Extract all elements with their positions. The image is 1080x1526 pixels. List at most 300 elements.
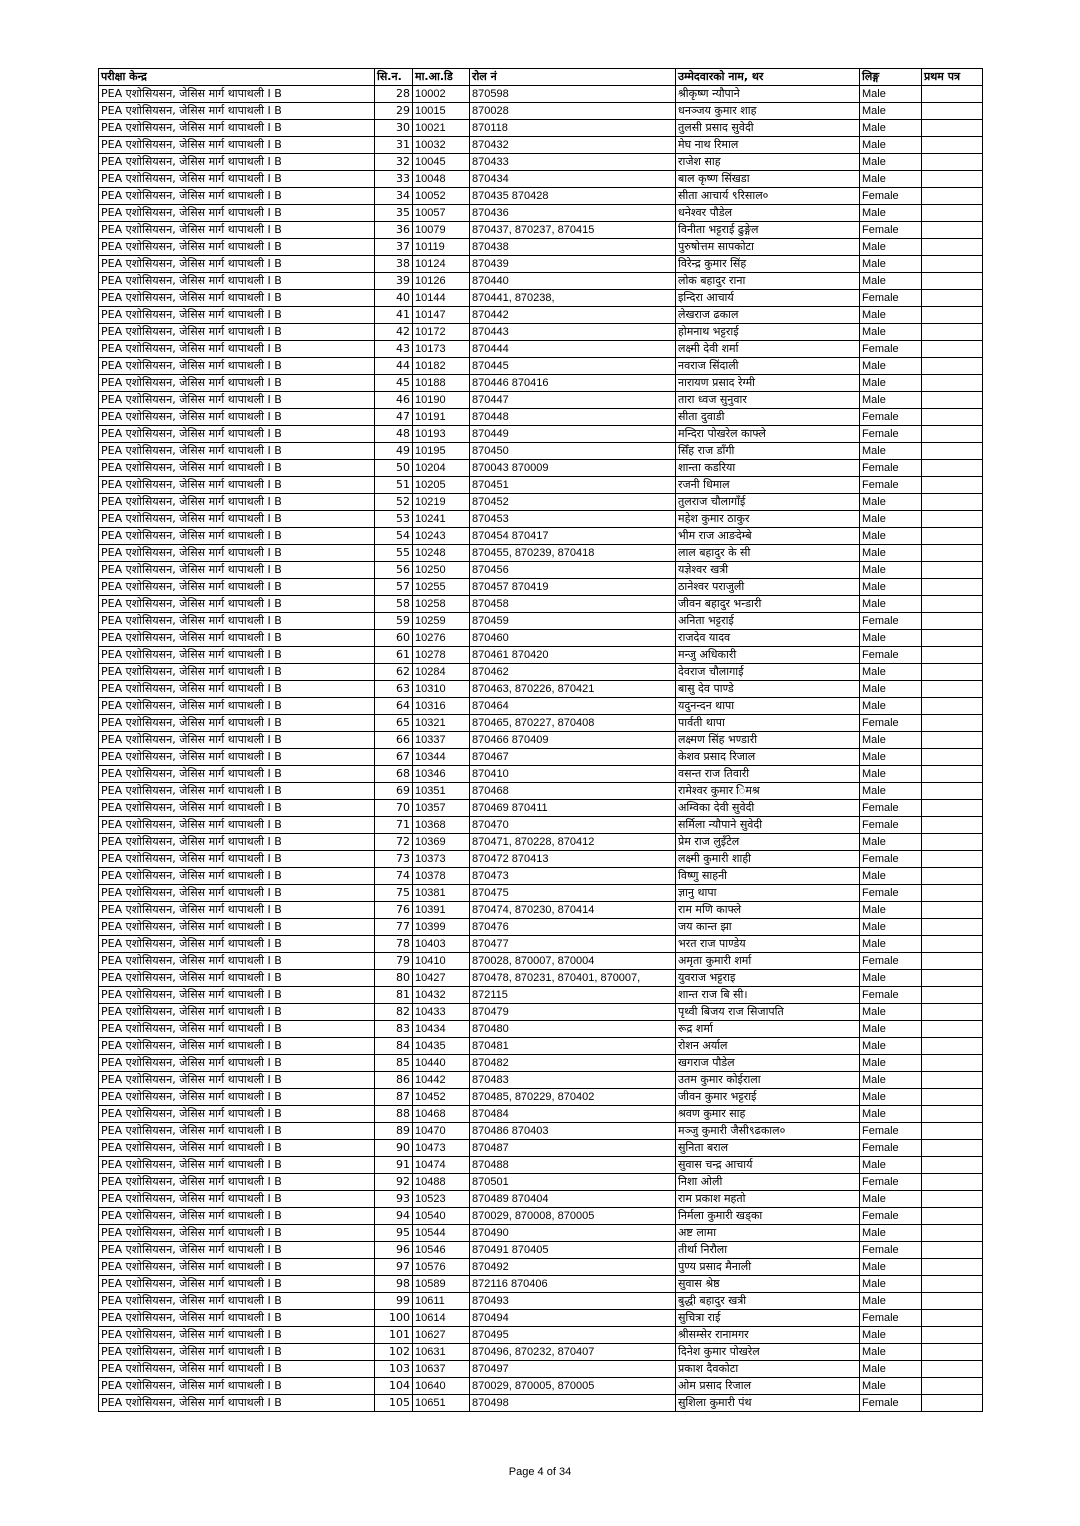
cell-candidate-name: देवराज चौलागाई <box>676 664 860 681</box>
cell-gender: Male <box>860 1157 922 1174</box>
cell-id: 10378 <box>413 868 470 885</box>
cell-exam-center: PEA एशोसियसन, जेसिस मार्ग थापाथली I B <box>99 375 375 392</box>
cell-roll-no: 870444 <box>470 341 676 358</box>
cell-candidate-name: तुलराज चौलागाँई <box>676 494 860 511</box>
cell-serial-no: 58 <box>375 596 413 613</box>
cell-id: 10032 <box>413 137 470 154</box>
table-row <box>99 1327 983 1344</box>
cell-roll-no: 870475 <box>470 885 676 902</box>
cell-roll-no: 870460 <box>470 630 676 647</box>
cell-exam-center: PEA एशोसियसन, जेसिस मार्ग थापाथली I B <box>99 154 375 171</box>
cell-gender: Male <box>860 868 922 885</box>
cell-serial-no: 33 <box>375 171 413 188</box>
cell-serial-no: 65 <box>375 715 413 732</box>
cell-serial-no: 59 <box>375 613 413 630</box>
cell-candidate-name: बाल कृष्ण सिंखडा <box>676 171 860 188</box>
cell-id: 10255 <box>413 579 470 596</box>
cell-serial-no: 86 <box>375 1072 413 1089</box>
cell-candidate-name: शान्त राज बि सी। <box>676 987 860 1004</box>
cell-serial-no: 81 <box>375 987 413 1004</box>
cell-first-paper <box>922 1055 983 1072</box>
cell-candidate-name: लेखराज ढकाल <box>676 307 860 324</box>
cell-exam-center: PEA एशोसियसन, जेसिस मार्ग थापाथली I B <box>99 426 375 443</box>
cell-exam-center: PEA एशोसियसन, जेसिस मार्ग थापाथली I B <box>99 562 375 579</box>
cell-roll-no: 870437, 870237, 870415 <box>470 222 676 239</box>
cell-exam-center: PEA एशोसियसन, जेसिस मार्ग थापाथली I B <box>99 222 375 239</box>
cell-serial-no: 99 <box>375 1293 413 1310</box>
cell-candidate-name: श्रीसम्सेर रानामगर <box>676 1327 860 1344</box>
table-row <box>99 137 983 154</box>
cell-exam-center: PEA एशोसियसन, जेसिस मार्ग थापाथली I B <box>99 834 375 851</box>
cell-roll-no: 870433 <box>470 154 676 171</box>
cell-first-paper <box>922 1038 983 1055</box>
cell-first-paper <box>922 647 983 664</box>
cell-id: 10172 <box>413 324 470 341</box>
cell-id: 10651 <box>413 1395 470 1412</box>
cell-id: 10321 <box>413 715 470 732</box>
cell-exam-center: PEA एशोसियसन, जेसिस मार्ग थापाथली I B <box>99 1344 375 1361</box>
cell-roll-no: 870493 <box>470 1293 676 1310</box>
cell-candidate-name: सीता आचार्य ९रिसाल० <box>676 188 860 205</box>
cell-roll-no: 870481 <box>470 1038 676 1055</box>
cell-candidate-name: जीवन कुमार भट्टराई <box>676 1089 860 1106</box>
cell-exam-center: PEA एशोसियसन, जेसिस मार्ग थापाथली I B <box>99 358 375 375</box>
cell-gender: Male <box>860 1089 922 1106</box>
cell-serial-no: 97 <box>375 1259 413 1276</box>
table-row <box>99 885 983 902</box>
cell-id: 10391 <box>413 902 470 919</box>
cell-first-paper <box>922 1310 983 1327</box>
table-row <box>99 562 983 579</box>
cell-id: 10351 <box>413 783 470 800</box>
cell-id: 10204 <box>413 460 470 477</box>
cell-gender: Male <box>860 375 922 392</box>
cell-first-paper <box>922 613 983 630</box>
cell-id: 10433 <box>413 1004 470 1021</box>
cell-serial-no: 76 <box>375 902 413 919</box>
cell-exam-center: PEA एशोसियसन, जेसिस मार्ग थापाथली I B <box>99 1055 375 1072</box>
cell-id: 10079 <box>413 222 470 239</box>
cell-roll-no: 870496, 870232, 870407 <box>470 1344 676 1361</box>
cell-first-paper <box>922 256 983 273</box>
cell-gender: Male <box>860 1276 922 1293</box>
cell-roll-no: 870497 <box>470 1361 676 1378</box>
cell-roll-no: 870482 <box>470 1055 676 1072</box>
cell-candidate-name: श्रवण कुमार साह <box>676 1106 860 1123</box>
cell-id: 10546 <box>413 1242 470 1259</box>
cell-id: 10052 <box>413 188 470 205</box>
table-row <box>99 919 983 936</box>
cell-roll-no: 870029, 870005, 870005 <box>470 1378 676 1395</box>
table-row <box>99 341 983 358</box>
cell-serial-no: 60 <box>375 630 413 647</box>
cell-candidate-name: सर्मिला न्यौपाने सुवेदी <box>676 817 860 834</box>
cell-candidate-name: जीवन बहादुर भन्डारी <box>676 596 860 613</box>
cell-first-paper <box>922 1089 983 1106</box>
cell-serial-no: 102 <box>375 1344 413 1361</box>
cell-serial-no: 82 <box>375 1004 413 1021</box>
table-row <box>99 1225 983 1242</box>
cell-serial-no: 67 <box>375 749 413 766</box>
cell-first-paper <box>922 1021 983 1038</box>
table-row <box>99 1208 983 1225</box>
table-row <box>99 1293 983 1310</box>
table-row <box>99 358 983 375</box>
table-row <box>99 1242 983 1259</box>
cell-gender: Female <box>860 222 922 239</box>
cell-candidate-name: मन्दिरा पोखरेल काफ्ले <box>676 426 860 443</box>
cell-exam-center: PEA एशोसियसन, जेसिस मार्ग थापाथली I B <box>99 1140 375 1157</box>
table-row <box>99 783 983 800</box>
cell-serial-no: 75 <box>375 885 413 902</box>
cell-serial-no: 53 <box>375 511 413 528</box>
table-row <box>99 222 983 239</box>
cell-id: 10474 <box>413 1157 470 1174</box>
header-serial-no: सि.न. <box>375 69 413 86</box>
cell-gender: Male <box>860 936 922 953</box>
cell-serial-no: 79 <box>375 953 413 970</box>
cell-first-paper <box>922 970 983 987</box>
cell-gender: Male <box>860 919 922 936</box>
table-row <box>99 1140 983 1157</box>
cell-gender: Female <box>860 341 922 358</box>
cell-id: 10278 <box>413 647 470 664</box>
cell-roll-no: 870445 <box>470 358 676 375</box>
cell-exam-center: PEA एशोसियसन, जेसिस मार्ग थापाथली I B <box>99 1242 375 1259</box>
cell-exam-center: PEA एशोसियसन, जेसिस मार्ग थापाथली I B <box>99 1395 375 1412</box>
cell-first-paper <box>922 987 983 1004</box>
cell-roll-no: 870483 <box>470 1072 676 1089</box>
cell-first-paper <box>922 324 983 341</box>
cell-exam-center: PEA एशोसियसन, जेसिस मार्ग थापाथली I B <box>99 1225 375 1242</box>
cell-roll-no: 870456 <box>470 562 676 579</box>
cell-id: 10488 <box>413 1174 470 1191</box>
cell-serial-no: 77 <box>375 919 413 936</box>
cell-candidate-name: रूद्र शर्मा <box>676 1021 860 1038</box>
table-row <box>99 1038 983 1055</box>
cell-first-paper <box>922 545 983 562</box>
table-row <box>99 1395 983 1412</box>
cell-id: 10614 <box>413 1310 470 1327</box>
cell-first-paper <box>922 817 983 834</box>
cell-serial-no: 38 <box>375 256 413 273</box>
cell-candidate-name: पार्वती थापा <box>676 715 860 732</box>
cell-id: 10144 <box>413 290 470 307</box>
cell-roll-no: 870440 <box>470 273 676 290</box>
page-footer: Page 4 of 34 <box>508 1466 572 1478</box>
cell-roll-no: 870464 <box>470 698 676 715</box>
cell-serial-no: 93 <box>375 1191 413 1208</box>
cell-serial-no: 35 <box>375 205 413 222</box>
cell-candidate-name: सुशिला कुमारी पंथ <box>676 1395 860 1412</box>
cell-serial-no: 78 <box>375 936 413 953</box>
cell-roll-no: 870598 <box>470 86 676 103</box>
cell-candidate-name: जय कान्त झा <box>676 919 860 936</box>
cell-candidate-name: अमृता कुमारी शर्मा <box>676 953 860 970</box>
cell-first-paper <box>922 579 983 596</box>
cell-first-paper <box>922 341 983 358</box>
table-row <box>99 647 983 664</box>
cell-exam-center: PEA एशोसियसन, जेसिस मार्ग थापाथली I B <box>99 596 375 613</box>
cell-exam-center: PEA एशोसियसन, जेसिस मार्ग थापाथली I B <box>99 579 375 596</box>
cell-id: 10369 <box>413 834 470 851</box>
cell-roll-no: 870439 <box>470 256 676 273</box>
cell-candidate-name: लक्ष्मी देवी शर्मा <box>676 341 860 358</box>
cell-gender: Female <box>860 1174 922 1191</box>
cell-gender: Male <box>860 749 922 766</box>
cell-id: 10640 <box>413 1378 470 1395</box>
cell-id: 10048 <box>413 171 470 188</box>
cell-serial-no: 44 <box>375 358 413 375</box>
cell-id: 10337 <box>413 732 470 749</box>
cell-serial-no: 56 <box>375 562 413 579</box>
cell-gender: Male <box>860 970 922 987</box>
table-row <box>99 494 983 511</box>
cell-exam-center: PEA एशोसियसन, जेसिस मार्ग थापाथली I B <box>99 494 375 511</box>
cell-gender: Male <box>860 137 922 154</box>
table-row <box>99 205 983 222</box>
cell-first-paper <box>922 154 983 171</box>
cell-first-paper <box>922 358 983 375</box>
cell-gender: Female <box>860 987 922 1004</box>
cell-exam-center: PEA एशोसियसन, जेसिस मार्ग थापाथली I B <box>99 392 375 409</box>
cell-gender: Male <box>860 1106 922 1123</box>
cell-exam-center: PEA एशोसियसन, जेसिस मार्ग थापाथली I B <box>99 239 375 256</box>
cell-candidate-name: ओम प्रसाद रिजाल <box>676 1378 860 1395</box>
cell-exam-center: PEA एशोसियसन, जेसिस मार्ग थापाथली I B <box>99 919 375 936</box>
cell-candidate-name: सिँह राज डाँगी <box>676 443 860 460</box>
cell-id: 10119 <box>413 239 470 256</box>
cell-candidate-name: रोशन अर्याल <box>676 1038 860 1055</box>
table-row <box>99 307 983 324</box>
cell-exam-center: PEA एशोसियसन, जेसिस मार्ग थापाथली I B <box>99 290 375 307</box>
table-row <box>99 868 983 885</box>
table-row <box>99 1072 983 1089</box>
cell-id: 10241 <box>413 511 470 528</box>
cell-id: 10589 <box>413 1276 470 1293</box>
cell-id: 10442 <box>413 1072 470 1089</box>
cell-candidate-name: केशव प्रसाद रिजाल <box>676 749 860 766</box>
header-gender: लिङ्ग <box>860 69 922 86</box>
cell-candidate-name: मञ्जु कुमारी जैसी९ढकाल० <box>676 1123 860 1140</box>
cell-candidate-name: मेघ नाथ रिमाल <box>676 137 860 154</box>
table-row <box>99 1259 983 1276</box>
cell-exam-center: PEA एशोसियसन, जेसिस मार्ग थापाथली I B <box>99 409 375 426</box>
cell-candidate-name: लक्ष्मी कुमारी शाही <box>676 851 860 868</box>
cell-first-paper <box>922 1378 983 1395</box>
cell-id: 10576 <box>413 1259 470 1276</box>
cell-first-paper <box>922 273 983 290</box>
cell-serial-no: 45 <box>375 375 413 392</box>
cell-serial-no: 57 <box>375 579 413 596</box>
cell-roll-no: 870453 <box>470 511 676 528</box>
cell-id: 10435 <box>413 1038 470 1055</box>
cell-id: 10357 <box>413 800 470 817</box>
cell-serial-no: 55 <box>375 545 413 562</box>
cell-id: 10473 <box>413 1140 470 1157</box>
cell-first-paper <box>922 460 983 477</box>
cell-first-paper <box>922 1174 983 1191</box>
cell-exam-center: PEA एशोसियसन, जेसिस मार्ग थापाथली I B <box>99 1276 375 1293</box>
cell-gender: Male <box>860 902 922 919</box>
cell-candidate-name: तुलसी प्रसाद सुवेदी <box>676 120 860 137</box>
cell-serial-no: 50 <box>375 460 413 477</box>
cell-gender: Female <box>860 1310 922 1327</box>
cell-roll-no: 870436 <box>470 205 676 222</box>
cell-gender: Male <box>860 1021 922 1038</box>
cell-gender: Male <box>860 766 922 783</box>
table-row <box>99 732 983 749</box>
cell-exam-center: PEA एशोसियसन, जेसिस मार्ग थापाथली I B <box>99 545 375 562</box>
cell-gender: Male <box>860 1225 922 1242</box>
cell-gender: Female <box>860 477 922 494</box>
cell-candidate-name: धनेश्वर पौडेल <box>676 205 860 222</box>
cell-id: 10191 <box>413 409 470 426</box>
cell-exam-center: PEA एशोसियसन, जेसिस मार्ग थापाथली I B <box>99 1106 375 1123</box>
cell-serial-no: 48 <box>375 426 413 443</box>
cell-candidate-name: प्रकाश दैवकोटा <box>676 1361 860 1378</box>
cell-gender: Male <box>860 698 922 715</box>
cell-first-paper <box>922 477 983 494</box>
cell-roll-no: 870043 870009 <box>470 460 676 477</box>
cell-candidate-name: ज्ञानु थापा <box>676 885 860 902</box>
cell-candidate-name: नारायण प्रसाद रेग्मी <box>676 375 860 392</box>
table-row <box>99 1276 983 1293</box>
cell-gender: Male <box>860 545 922 562</box>
table-row <box>99 834 983 851</box>
cell-gender: Male <box>860 1361 922 1378</box>
cell-id: 10021 <box>413 120 470 137</box>
cell-candidate-name: अम्विका देवी सुवेदी <box>676 800 860 817</box>
cell-exam-center: PEA एशोसियसन, जेसिस मार्ग थापाथली I B <box>99 987 375 1004</box>
header-id: मा.आ.डि <box>413 69 470 86</box>
cell-exam-center: PEA एशोसियसन, जेसिस मार्ग थापाथली I B <box>99 307 375 324</box>
cell-first-paper <box>922 103 983 120</box>
cell-gender: Male <box>860 681 922 698</box>
cell-candidate-name: राम प्रकाश महतो <box>676 1191 860 1208</box>
cell-roll-no: 870029, 870008, 870005 <box>470 1208 676 1225</box>
cell-roll-no: 870472 870413 <box>470 851 676 868</box>
cell-roll-no: 870470 <box>470 817 676 834</box>
cell-serial-no: 68 <box>375 766 413 783</box>
cell-exam-center: PEA एशोसियसन, जेसिस मार्ग थापाथली I B <box>99 188 375 205</box>
cell-candidate-name: अनिता भट्टराई <box>676 613 860 630</box>
cell-id: 10440 <box>413 1055 470 1072</box>
cell-serial-no: 84 <box>375 1038 413 1055</box>
cell-exam-center: PEA एशोसियसन, जेसिस मार्ग थापाथली I B <box>99 341 375 358</box>
cell-exam-center: PEA एशोसियसन, जेसिस मार्ग थापाथली I B <box>99 460 375 477</box>
cell-gender: Male <box>860 1259 922 1276</box>
cell-serial-no: 71 <box>375 817 413 834</box>
cell-exam-center: PEA एशोसियसन, जेसिस मार्ग थापाथली I B <box>99 1021 375 1038</box>
cell-serial-no: 70 <box>375 800 413 817</box>
cell-gender: Male <box>860 154 922 171</box>
cell-serial-no: 90 <box>375 1140 413 1157</box>
cell-exam-center: PEA एशोसियसन, जेसिस मार्ग थापाथली I B <box>99 1361 375 1378</box>
cell-id: 10316 <box>413 698 470 715</box>
cell-gender: Male <box>860 239 922 256</box>
cell-id: 10373 <box>413 851 470 868</box>
header-first-paper: प्रथम पत्र <box>922 69 983 86</box>
cell-exam-center: PEA एशोसियसन, जेसिस मार्ग थापाथली I B <box>99 103 375 120</box>
cell-exam-center: PEA एशोसियसन, जेसिस मार्ग थापाथली I B <box>99 664 375 681</box>
cell-candidate-name: खगराज पौडेल <box>676 1055 860 1072</box>
cell-serial-no: 39 <box>375 273 413 290</box>
cell-first-paper <box>922 307 983 324</box>
cell-id: 10182 <box>413 358 470 375</box>
cell-exam-center: PEA एशोसियसन, जेसिस मार्ग थापाथली I B <box>99 1174 375 1191</box>
table-row <box>99 1004 983 1021</box>
cell-first-paper <box>922 375 983 392</box>
cell-candidate-name: पुरुषोत्तम सापकोटा <box>676 239 860 256</box>
cell-id: 10284 <box>413 664 470 681</box>
table-row <box>99 477 983 494</box>
table-row <box>99 443 983 460</box>
cell-roll-no: 870448 <box>470 409 676 426</box>
cell-roll-no: 870432 <box>470 137 676 154</box>
cell-exam-center: PEA एशोसियसन, जेसिस मार्ग थापाथली I B <box>99 171 375 188</box>
table-row <box>99 324 983 341</box>
table-row <box>99 1055 983 1072</box>
cell-serial-no: 43 <box>375 341 413 358</box>
cell-first-paper <box>922 562 983 579</box>
cell-first-paper <box>922 222 983 239</box>
cell-first-paper <box>922 1072 983 1089</box>
cell-roll-no: 870459 <box>470 613 676 630</box>
cell-candidate-name: राजदेव यादव <box>676 630 860 647</box>
cell-exam-center: PEA एशोसियसन, जेसिस मार्ग थापाथली I B <box>99 817 375 834</box>
cell-roll-no: 870495 <box>470 1327 676 1344</box>
table-row <box>99 103 983 120</box>
cell-gender: Male <box>860 1072 922 1089</box>
cell-gender: Female <box>860 1123 922 1140</box>
cell-id: 10190 <box>413 392 470 409</box>
cell-gender: Male <box>860 1378 922 1395</box>
cell-first-paper <box>922 783 983 800</box>
cell-id: 10540 <box>413 1208 470 1225</box>
cell-roll-no: 870028, 870007, 870004 <box>470 953 676 970</box>
cell-exam-center: PEA एशोसियसन, जेसिस मार्ग थापाथली I B <box>99 511 375 528</box>
cell-first-paper <box>922 528 983 545</box>
cell-first-paper <box>922 868 983 885</box>
cell-first-paper <box>922 1004 983 1021</box>
cell-exam-center: PEA एशोसियसन, जेसिस मार्ग थापाथली I B <box>99 1157 375 1174</box>
cell-candidate-name: अष्ट लामा <box>676 1225 860 1242</box>
cell-serial-no: 83 <box>375 1021 413 1038</box>
cell-first-paper <box>922 596 983 613</box>
table-row <box>99 426 983 443</box>
cell-first-paper <box>922 239 983 256</box>
cell-id: 10427 <box>413 970 470 987</box>
cell-id: 10193 <box>413 426 470 443</box>
cell-serial-no: 87 <box>375 1089 413 1106</box>
cell-gender: Female <box>860 426 922 443</box>
cell-roll-no: 870452 <box>470 494 676 511</box>
cell-roll-no: 870491 870405 <box>470 1242 676 1259</box>
cell-gender: Female <box>860 885 922 902</box>
cell-gender: Male <box>860 528 922 545</box>
cell-roll-no: 870473 <box>470 868 676 885</box>
cell-first-paper <box>922 1106 983 1123</box>
cell-candidate-name: भरत राज पाण्डेय <box>676 936 860 953</box>
cell-serial-no: 62 <box>375 664 413 681</box>
cell-exam-center: PEA एशोसियसन, जेसिस मार्ग थापाथली I B <box>99 885 375 902</box>
table-row <box>99 375 983 392</box>
cell-gender: Female <box>860 647 922 664</box>
cell-id: 10631 <box>413 1344 470 1361</box>
cell-roll-no: 870118 <box>470 120 676 137</box>
table-row <box>99 120 983 137</box>
